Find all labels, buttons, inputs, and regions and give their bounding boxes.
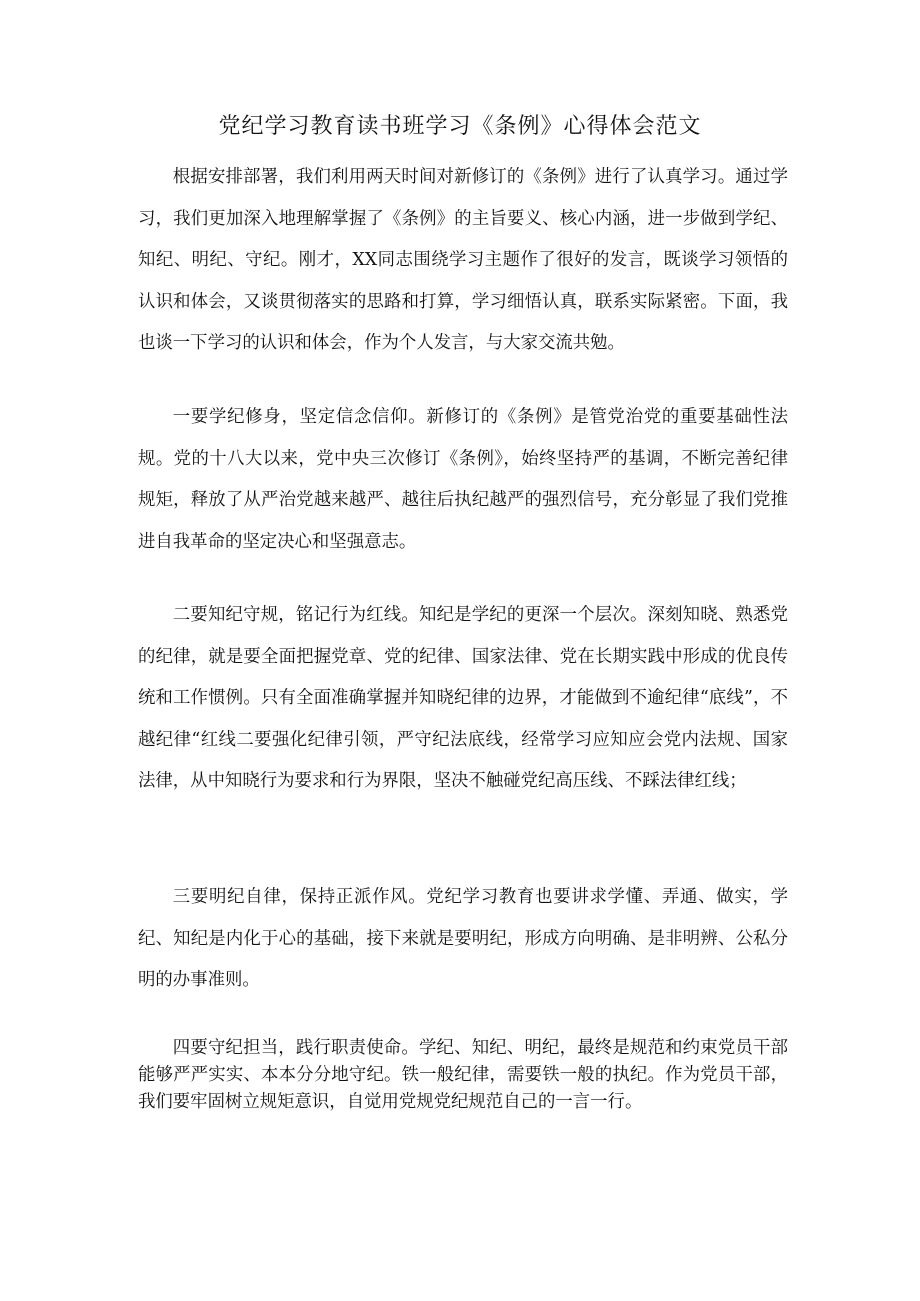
- paragraph-point-2: 二要知纪守规，铭记行为红线。知纪是学纪的更深一个层次。深刻知晓、熟悉党的纪律，就是要全面把握党章、党的纪律、国家法律、党在长期实践中形成的优良传统和工作惯例。只有全面准确掌握并知晓纪律的边界，才能做到不逾纪律“底线”，不越纪律“红线二要强化纪律引领，严守纪法底线，经常学习应知应会党内法规、国家法律，从中知晓行为要求和行为界限，坚决不触碰党纪高压线、不踩法律红线；: [138, 605, 788, 791]
- paragraph-point-1: 一要学纪修身，坚定信念信仰。新修订的《条例》是管党治党的重要基础性法规。党的十八大以来，党中央三次修订《条例》，始终坚持严的基调，不断完善纪律规矩，释放了从严治党越来越严、越往后执纪越严的强烈信号，充分彰显了我们党推进自我革命的坚定决心和坚强意志。: [138, 407, 788, 552]
- paragraph-point-3: 三要明纪自律，保持正派作风。党纪学习教育也要讲求学懂、弄通、做实，学纪、知纪是内化于心的基础，接下来就是要明纪，形成方向明确、是非明辨、公私分明的办事准则。: [138, 887, 788, 990]
- document-title: 党纪学习教育读书班学习《条例》心得体会范文: [218, 114, 702, 139]
- paragraph-point-4: 四要守纪担当，践行职责使命。学纪、知纪、明纪，最终是规范和约束党员干部能够严严实实、本本分分地守纪。铁一般纪律，需要铁一般的执纪。作为党员干部，我们要牢固树立规矩意识，自觉用党规党纪规范自己的一言一行。: [138, 1038, 788, 1112]
- paragraph-intro: 根据安排部署，我们利用两天时间对新修订的《条例》进行了认真学习。通过学习，我们更加深入地理解掌握了《条例》的主旨要义、核心内涵，进一步做到学纪、知纪、明纪、守纪。刚才，XX同志围绕学习主题作了很好的发言，既谈学习领悟的认识和体会，又谈贯彻落实的思路和打算，学习细悟认真，联系实际紧密。下面，我也谈一下学习的认识和体会，作为个人发言，与大家交流共勉。: [138, 167, 788, 353]
